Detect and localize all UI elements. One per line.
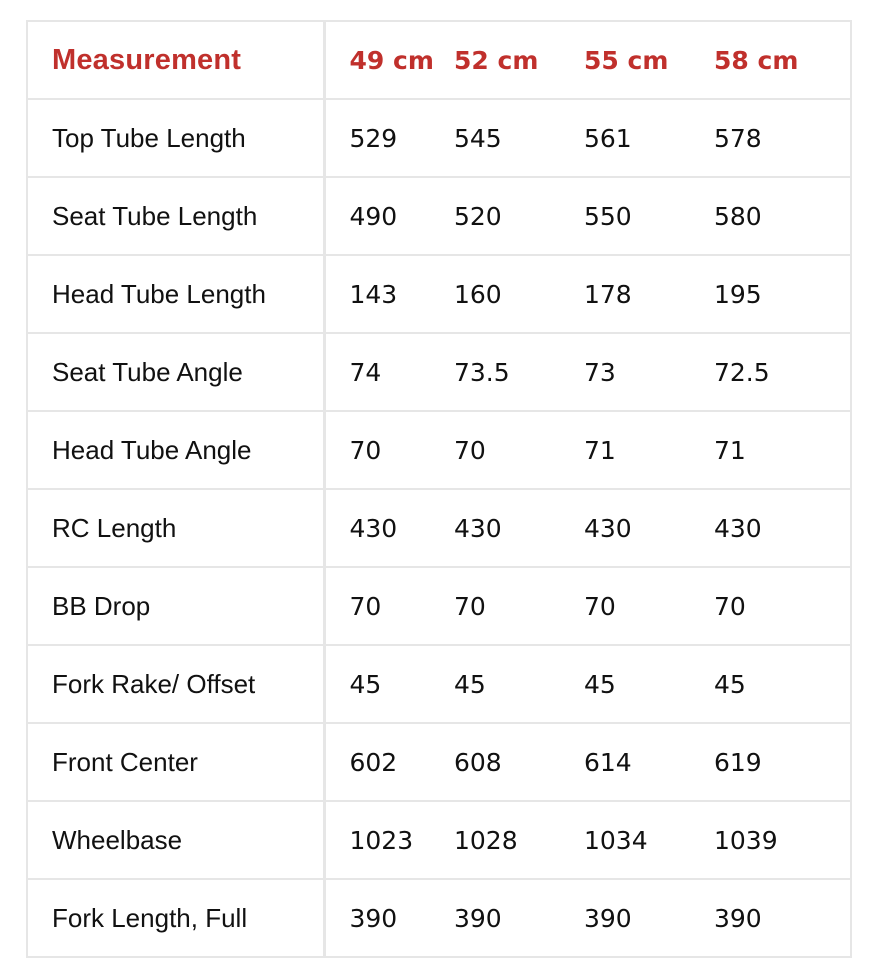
table-cell: 608	[454, 723, 584, 801]
table-cell: 390	[454, 903, 502, 933]
table-cell: 45	[714, 645, 851, 723]
table-cell: 160	[454, 255, 584, 333]
table-cell: 602	[324, 723, 454, 801]
table-cell: 71	[714, 411, 851, 489]
table-cell: 70	[324, 567, 454, 645]
table-cell: 578	[714, 99, 851, 177]
table-cell: 70	[714, 567, 851, 645]
table-cell: 430	[714, 489, 851, 567]
row-label: Seat Tube Angle	[27, 333, 324, 411]
table-cell: 490	[324, 177, 454, 255]
table-cell: 390	[714, 903, 762, 933]
table-cell: 529	[324, 99, 454, 177]
table-cell: 1023	[324, 801, 454, 879]
table-cell: 45	[324, 645, 454, 723]
measurement-column-header: Measurement	[27, 21, 324, 99]
table-cell: 390	[584, 903, 632, 933]
table-cell: 1028	[454, 801, 584, 879]
table-cell: 561	[584, 99, 714, 177]
row-label: Front Center	[27, 723, 324, 801]
table-row	[27, 177, 851, 255]
row-label: Fork Length, Full	[27, 879, 324, 957]
table-cell: 430	[324, 489, 454, 567]
table-cell: 73	[584, 333, 714, 411]
row-label: Wheelbase	[27, 801, 324, 879]
size-header-55: 55 cm	[584, 21, 714, 99]
table-cell: 70	[454, 567, 584, 645]
table-cell: 74	[324, 333, 454, 411]
size-header-58: 58 cm	[714, 21, 851, 99]
row-label: Head Tube Length	[27, 255, 324, 333]
table-row	[27, 255, 851, 333]
table-cell: 70	[454, 411, 584, 489]
table-row	[27, 723, 851, 801]
table-row	[27, 99, 851, 177]
row-label: Top Tube Length	[27, 99, 324, 177]
table-cell: 430	[584, 489, 714, 567]
table-cell: 430	[454, 489, 584, 567]
row-label: Head Tube Angle	[27, 411, 324, 489]
table-cell: 73.5	[454, 333, 584, 411]
table-cell: 195	[714, 255, 851, 333]
size-header-52: 52 cm	[454, 21, 584, 99]
table-cell: 545	[454, 99, 584, 177]
table-row	[27, 801, 851, 879]
table-cell: 45	[454, 645, 584, 723]
table-cell: 72.5	[714, 333, 851, 411]
table-cell: 143	[324, 255, 454, 333]
table-row	[27, 411, 851, 489]
table-cell: 1039	[714, 801, 851, 879]
table-header-row	[27, 21, 851, 99]
table-row	[27, 489, 851, 567]
table-body	[27, 99, 851, 957]
table-cell: 70	[584, 567, 714, 645]
row-label: RC Length	[27, 489, 324, 567]
table-cell: 614	[584, 723, 714, 801]
row-label: BB Drop	[27, 567, 324, 645]
table-cell: 520	[454, 177, 584, 255]
table-cell: 178	[584, 255, 714, 333]
table-cell: 580	[714, 177, 851, 255]
table-cell: 45	[584, 645, 714, 723]
table-cell: 550	[584, 177, 714, 255]
row-label: Seat Tube Length	[27, 177, 324, 255]
table-cell: 619	[714, 723, 851, 801]
table-row	[27, 333, 851, 411]
table-cell: 71	[584, 411, 714, 489]
geometry-table	[26, 20, 852, 958]
table-cell: 390	[349, 903, 398, 933]
table-row	[27, 879, 851, 957]
table-cell: 1034	[584, 801, 714, 879]
table-row	[27, 645, 851, 723]
size-header-49: 49 cm	[324, 21, 454, 99]
table-row	[27, 567, 851, 645]
table-cell: 70	[324, 411, 454, 489]
row-label: Fork Rake/ Offset	[27, 645, 324, 723]
